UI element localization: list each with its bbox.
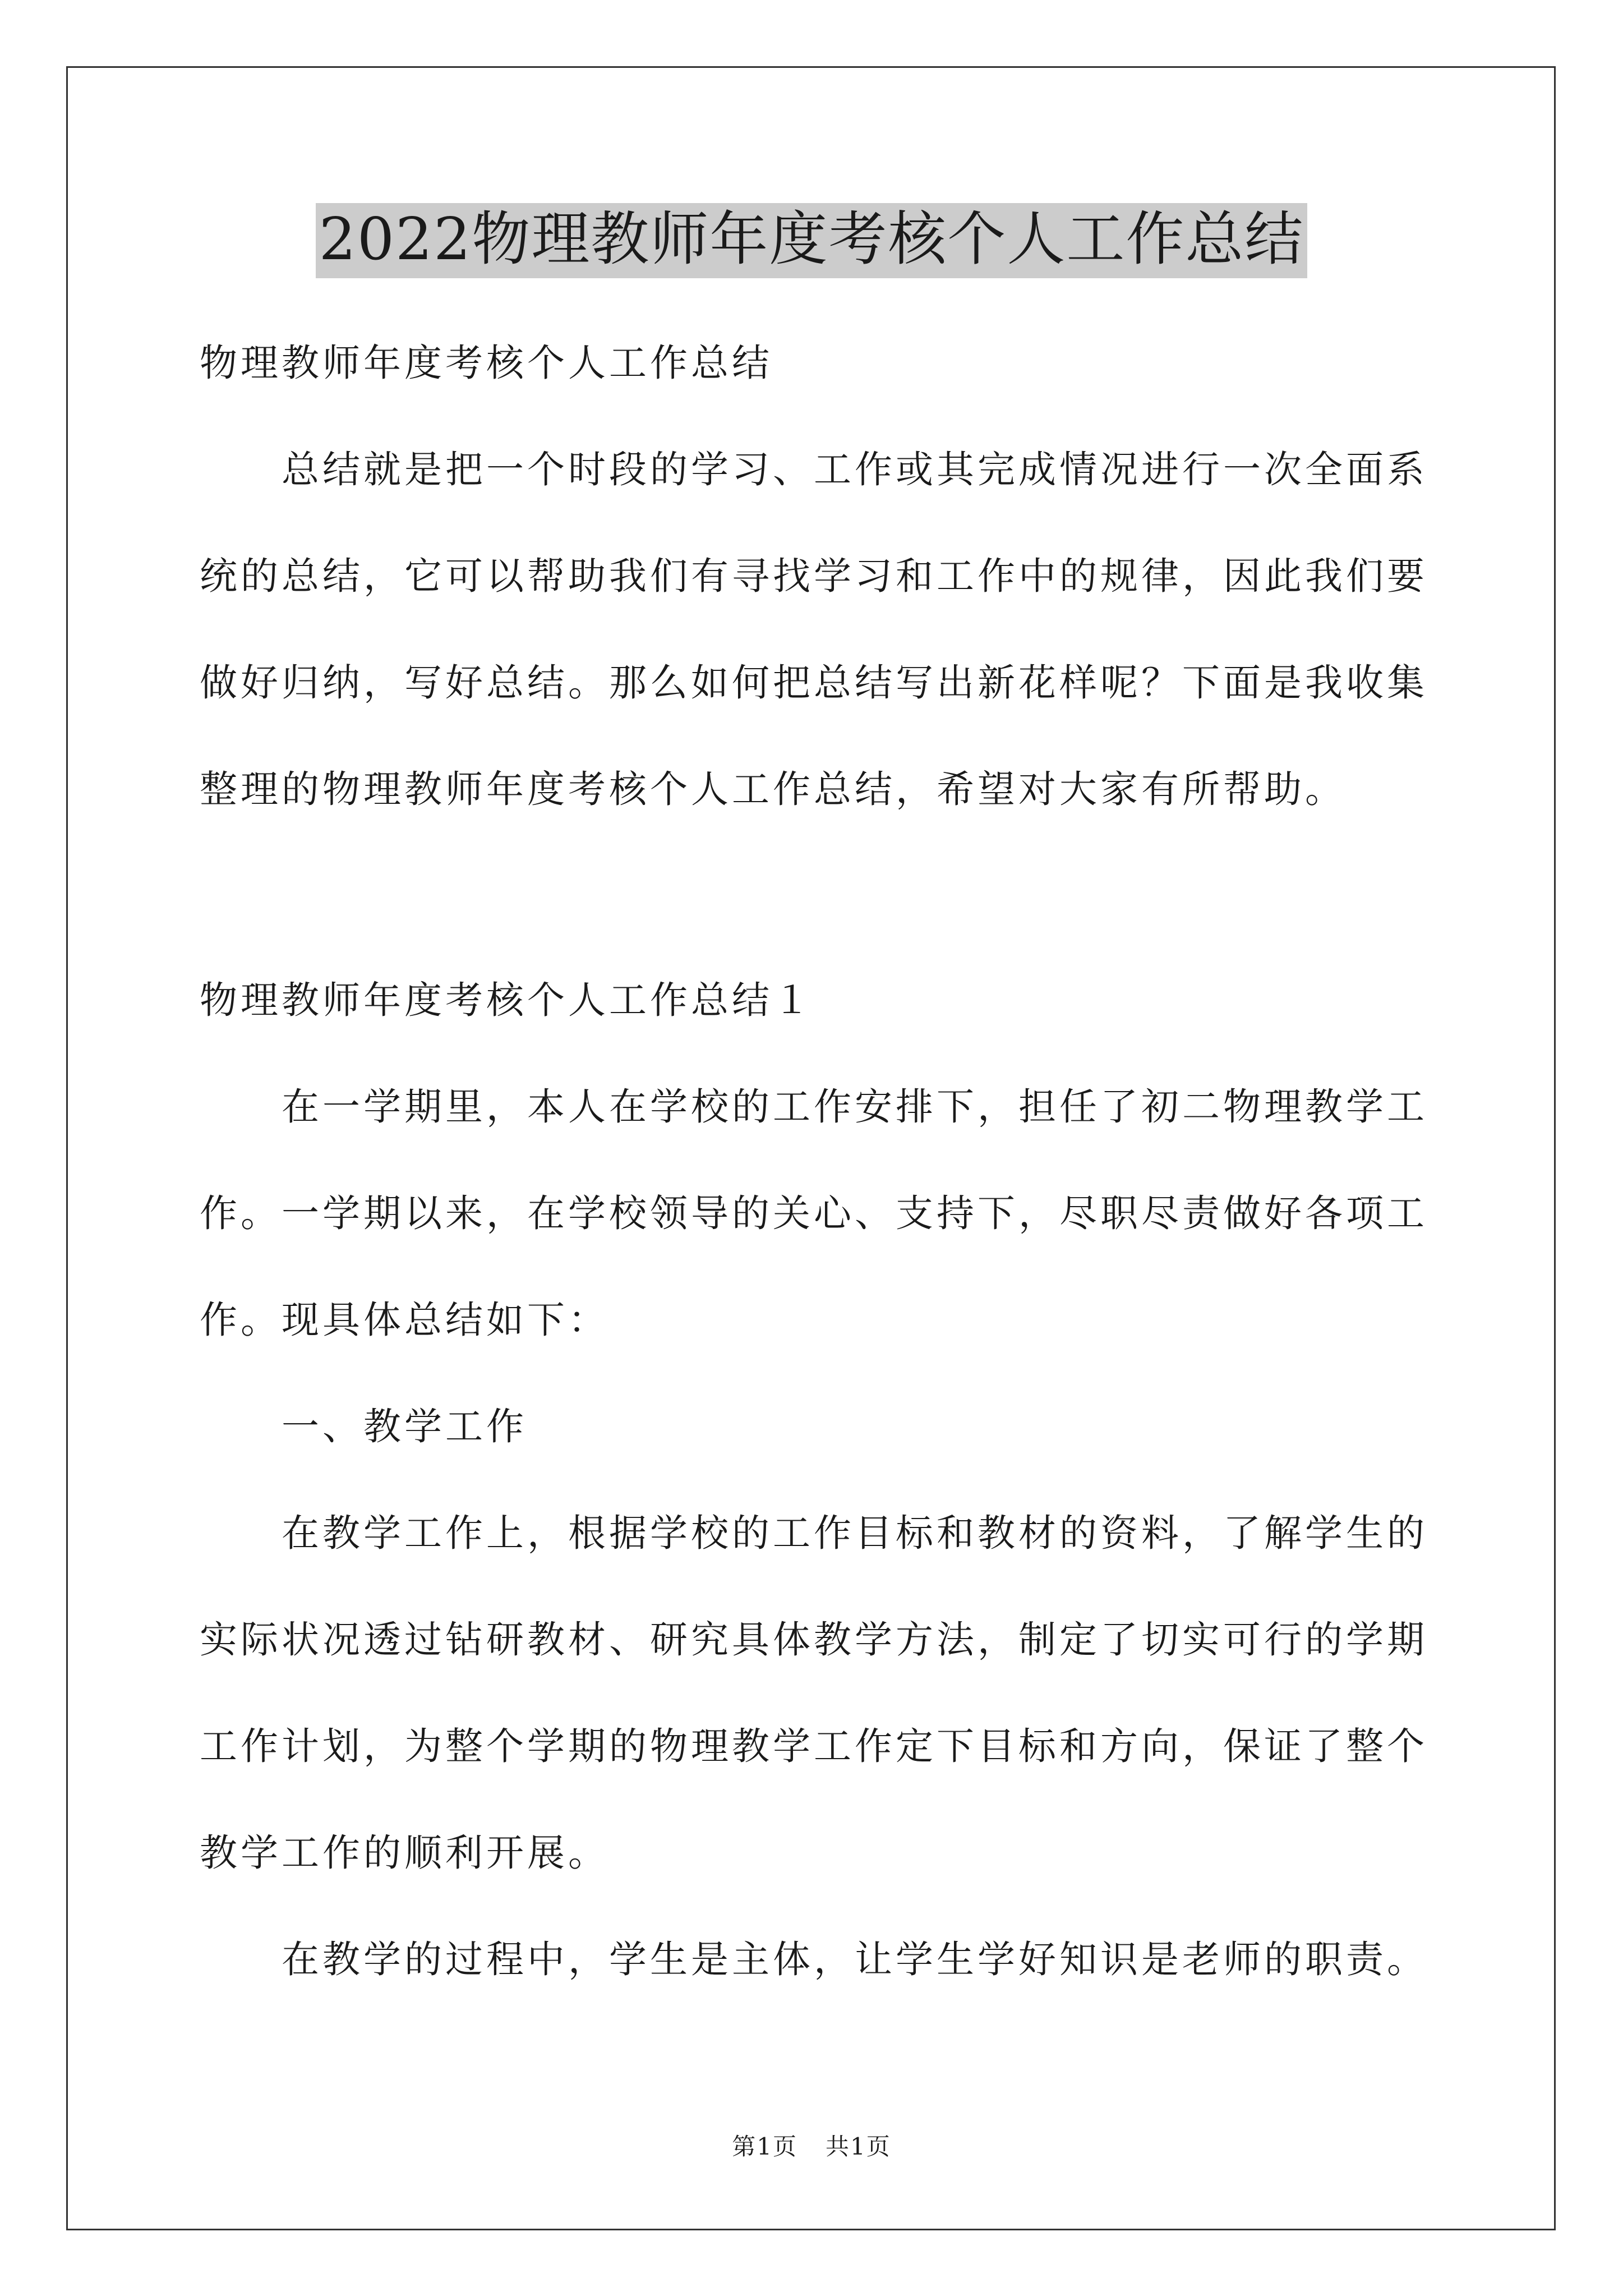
section-paragraph-1-line-3: 作。现具体总结如下： [200,1298,609,1342]
section-title: 物理教师年度考核个人工作总结１ [200,978,814,1022]
intro-line-4: 整理的物理教师年度考核个人工作总结，希望对大家有所帮助。 [200,767,1346,811]
page-number-total: 共1页 [826,2133,891,2160]
section-paragraph-2-line-4: 教学工作的顺利开展。 [200,1831,609,1875]
section-paragraph-3-line-1: 在教学的过程中，学生是主体，让学生学好知识是老师的职责。 [282,1938,1428,1981]
page-footer [0,2135,1623,2159]
intro-line-1: 总结就是把一个时段的学习、工作或其完成情况进行一次全面系 [282,448,1428,491]
page-number-current: 第1页 [732,2133,797,2160]
intro-line-3: 做好归纳，写好总结。那么如何把总结写出新花样呢？下面是我收集 [200,661,1428,705]
subtitle: 物理教师年度考核个人工作总结 [200,341,773,385]
section-paragraph-1-line-1: 在一学期里，本人在学校的工作安排下，担任了初二物理教学工 [282,1085,1428,1129]
section-paragraph-2-line-3: 工作计划，为整个学期的物理教学工作定下目标和方向，保证了整个 [200,1724,1428,1768]
document-title-block [0,203,1623,278]
intro-line-2: 统的总结，它可以帮助我们有寻找学习和工作中的规律，因此我们要 [200,554,1428,598]
section-paragraph-2-line-2: 实际状况透过钻研教材、研究具体教学方法，制定了切实可行的学期 [200,1618,1428,1662]
heading-teaching-work: 一、教学工作 [282,1405,527,1448]
document-title: 2022物理教师年度考核个人工作总结 [316,203,1308,278]
section-paragraph-2-line-1: 在教学工作上，根据学校的工作目标和教材的资料，了解学生的 [282,1511,1428,1555]
section-paragraph-1-line-2: 作。一学期以来，在学校领导的关心、支持下，尽职尽责做好各项工 [200,1191,1428,1235]
